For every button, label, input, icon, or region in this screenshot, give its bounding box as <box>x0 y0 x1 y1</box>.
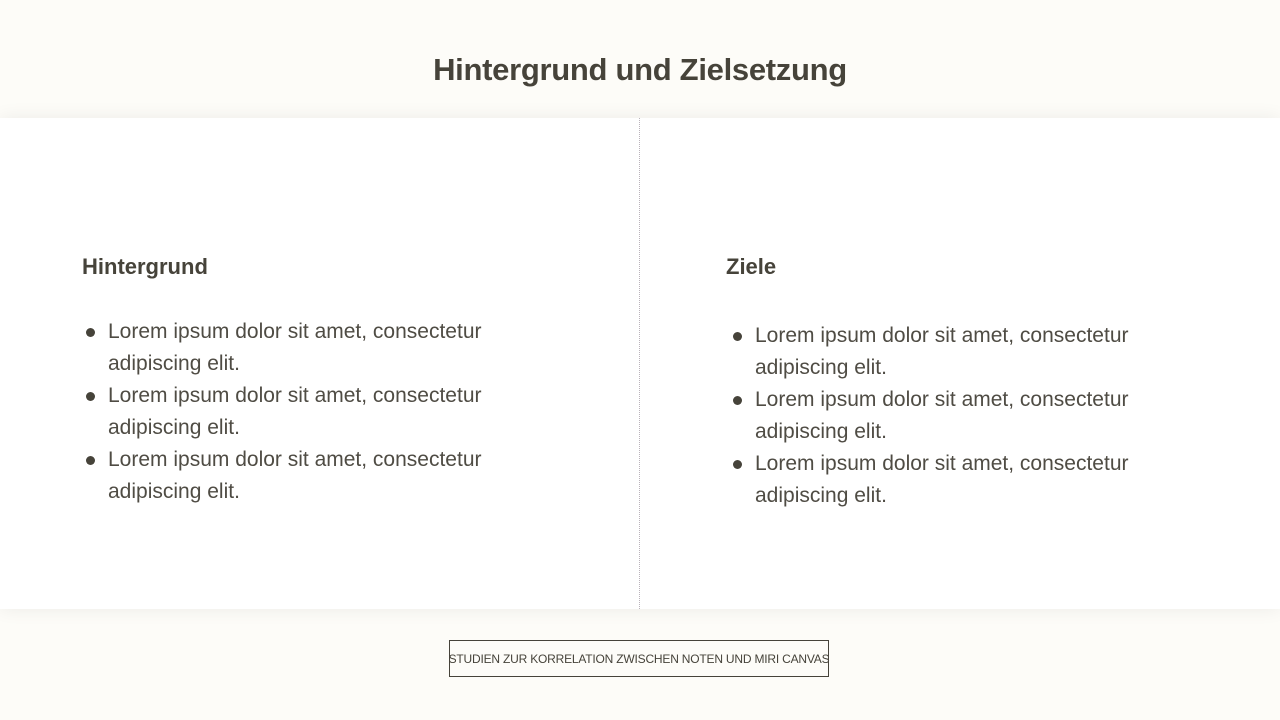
list-item <box>726 384 1175 448</box>
footer-label: STUDIEN ZUR KORRELATION ZWISCHEN NOTEN UND MIRI CANVAS <box>449 640 829 677</box>
list-item <box>82 316 528 380</box>
list-item-text: Lorem ipsum dolor sit amet, consectetur adipiscing elit. <box>108 320 482 375</box>
list-item-text: Lorem ipsum dolor sit amet, consectetur adipiscing elit. <box>108 384 482 439</box>
list-item-text: Lorem ipsum dolor sit amet, consectetur adipiscing elit. <box>108 448 482 503</box>
goals-heading: Ziele <box>726 254 777 279</box>
list-item-text: Lorem ipsum dolor sit amet, consectetur adipiscing elit. <box>755 452 1129 507</box>
goals-list <box>726 320 1246 512</box>
goals-column <box>726 254 1246 512</box>
background-heading: Hintergrund <box>82 254 208 279</box>
list-item-text: Lorem ipsum dolor sit amet, consectetur adipiscing elit. <box>755 324 1129 379</box>
list-item-text: Lorem ipsum dolor sit amet, consectetur adipiscing elit. <box>755 388 1129 443</box>
bullet-icon <box>86 392 95 401</box>
slide-title: Hintergrund und Zielsetzung <box>433 52 847 87</box>
bullet-icon <box>733 396 742 405</box>
list-item <box>82 380 528 444</box>
list-item <box>726 320 1175 384</box>
bullet-icon <box>733 460 742 469</box>
background-list <box>82 316 602 508</box>
bullet-icon <box>86 328 95 337</box>
bullet-icon <box>733 332 742 341</box>
content-panel <box>0 118 1280 609</box>
bullet-icon <box>86 456 95 465</box>
column-divider <box>639 118 640 609</box>
background-column <box>82 254 602 508</box>
list-item <box>82 444 528 508</box>
list-item <box>726 448 1175 512</box>
